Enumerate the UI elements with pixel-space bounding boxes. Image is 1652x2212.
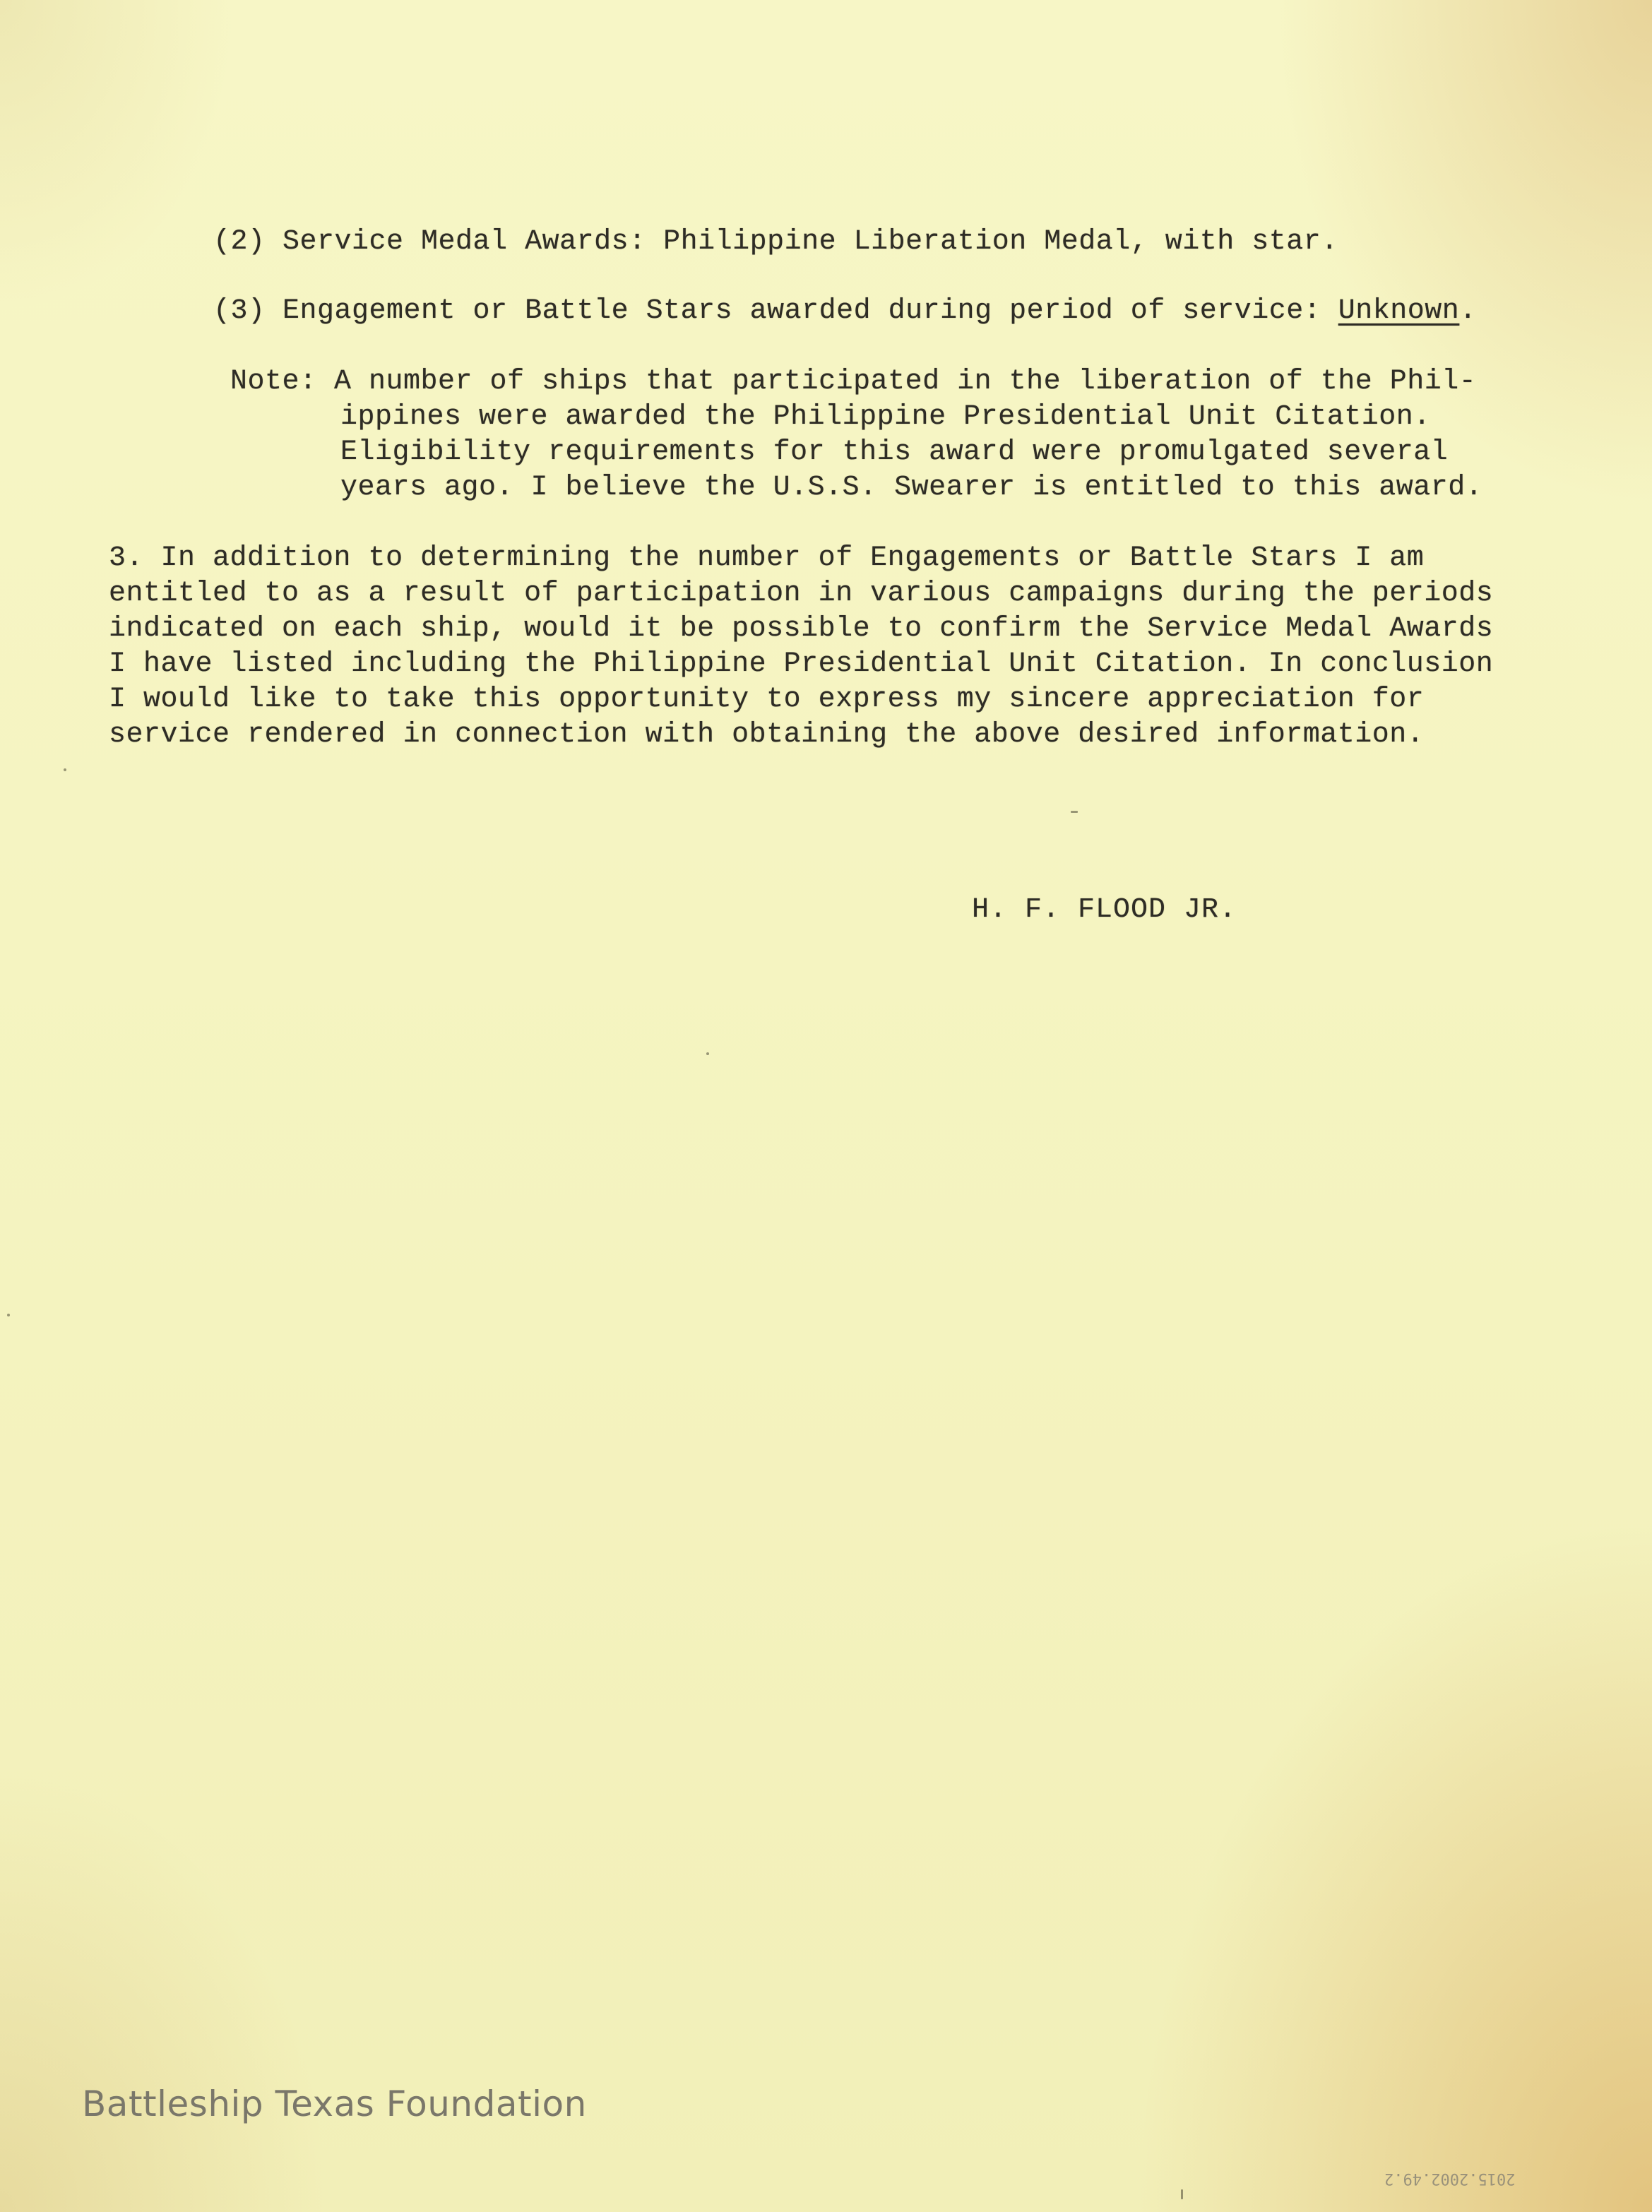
paper-speck bbox=[64, 768, 66, 771]
note-line-2: ippines were awarded the Philippine Presidential Unit Citation. bbox=[340, 401, 1431, 433]
signature-name: H. F. FLOOD JR. bbox=[972, 894, 1237, 926]
note-line-1: Note: A number of ships that participated in the liberation of the Phil- bbox=[230, 366, 1477, 398]
paragraph-3-line-1: 3. In addition to determining the number of Engagements or Battle Stars I am bbox=[109, 542, 1425, 574]
item-3-label: Engagement or Battle Stars awarded during period of service: bbox=[283, 295, 1321, 327]
note-line-3: Eligibility requirements for this award were promulgated several bbox=[340, 436, 1449, 468]
paper-speck bbox=[1071, 811, 1078, 813]
watermark-text: Battleship Texas Foundation bbox=[82, 2083, 587, 2124]
paragraph-3-line-3: indicated on each ship, would it be possible to confirm the Service Medal Awards bbox=[109, 613, 1494, 645]
paper-speck bbox=[7, 1314, 10, 1316]
item-3-value-unknown: Unknown bbox=[1338, 295, 1460, 327]
paragraph-3-line-4: I have listed including the Philippine Presidential Unit Citation. In conclusion bbox=[109, 648, 1494, 680]
paper-speck bbox=[706, 1052, 709, 1055]
accession-number: 2015.2002.49.2 bbox=[1384, 2170, 1516, 2187]
item-2-line bbox=[213, 225, 1338, 260]
paper-speck bbox=[1181, 2189, 1183, 2199]
item-3-prefix: (3) bbox=[213, 295, 283, 327]
item-2-label: Service Medal Awards: bbox=[283, 226, 646, 258]
item-2-prefix: (2) bbox=[213, 226, 283, 258]
paragraph-3-line-2: entitled to as a result of participation in various campaigns during the periods bbox=[109, 578, 1494, 610]
item-2-value: Philippine Liberation Medal, with star. bbox=[663, 226, 1338, 258]
paragraph-3-line-6: service rendered in connection with obtaining the above desired information. bbox=[109, 719, 1425, 751]
paragraph-3-line-5: I would like to take this opportunity to express my sincere appreciation for bbox=[109, 684, 1425, 715]
item-3-value-suffix: . bbox=[1459, 295, 1477, 327]
note-line-4: years ago. I believe the U.S.S. Swearer is entitled to this award. bbox=[340, 472, 1483, 504]
item-3-line bbox=[213, 294, 1477, 329]
